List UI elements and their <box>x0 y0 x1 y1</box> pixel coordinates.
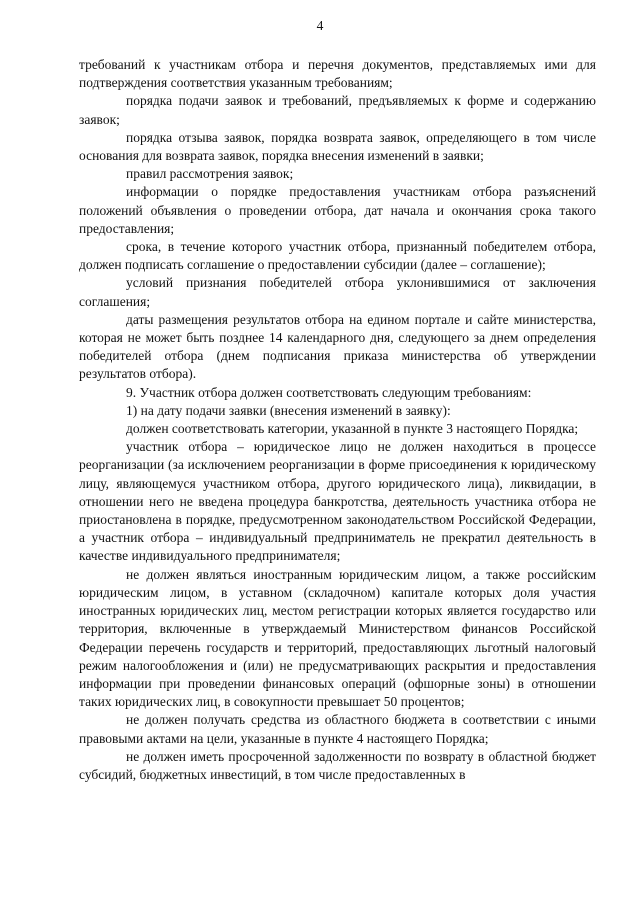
paragraph-1: требований к участникам отбора и перечня документов, представляемых ими для подтверждения соответствия указанным требованиям; <box>79 57 596 91</box>
paragraph-15: не должен иметь просроченной задолженности по возврату в областной бюджет субсидий, бюджетных инвестиций, в том числе предоставленных в <box>79 748 596 782</box>
paragraph-8: даты размещения результатов отбора на едином портале и сайте министерства, которая не может быть позднее 14 календарного дня, следующего за днем определения победителей отбора (днем подписания приказа министерства об утверждении результатов отбора). <box>79 311 596 382</box>
paragraph-14: не должен получать средства из областного бюджета в соответствии с иными правовыми актами на цели, указанные в пункте 4 настоящего Порядка; <box>79 712 596 746</box>
document-body <box>79 56 596 784</box>
paragraph-4: правил рассмотрения заявок; <box>126 166 294 182</box>
paragraph-13: не должен являться иностранным юридическим лицом, а также российским юридическим лицом, в уставном (складочном) капитале которых доля участия иностранных юридических лиц, местом регистрации которых является государство или территория, включенные в утверждаемый Министерством финансов Российской Федерации перечень государств и территорий, предоставляющих льготный налоговый режим налогообложения и (или) не предусматривающих раскрытия и предоставления информации при проведении финансовых операций (офшорные зоны) в отношении таких юридических лиц, в совокупности превышает 50 процентов; <box>79 566 596 710</box>
paragraph-10: 1) на дату подачи заявки (внесения изменений в заявку): <box>126 402 451 418</box>
paragraph-9: 9. Участник отбора должен соответствовать следующим требованиям: <box>126 384 532 400</box>
paragraph-5: информации о порядке предоставления участникам отбора разъяснений положений объявления о проведении отбора, дат начала и окончания срока такого предоставления; <box>79 184 596 236</box>
paragraph-6: срока, в течение которого участник отбора, признанный победителем отбора, должен подписать соглашение о предоставлении субсидии (далее – соглашение); <box>79 239 596 273</box>
paragraph-7: условий признания победителей отбора уклонившимися от заключения соглашения; <box>79 275 596 309</box>
paragraph-2: порядка подачи заявок и требований, предъявляемых к форме и содержанию заявок; <box>79 93 596 127</box>
paragraph-3: порядка отзыва заявок, порядка возврата заявок, определяющего в том числе основания для возврата заявок, порядка внесения изменений в заявки; <box>79 129 596 164</box>
paragraph-12: участник отбора – юридическое лицо не должен находиться в процессе реорганизации (за исключением реорганизации в форме присоединения к юридическому лицу, являющемуся участником отбора, другого юридического лица), ликвидации, в отношении него не введена процедура банкротства, деятельность участника отбора не приостановлена в порядке, предусмотренном законодательством Российской Федерации, а участник отбора – индивидуальный предприниматель не прекратил деятельность в качестве индивидуального предпринимателя; <box>79 439 596 564</box>
page-number: 4 <box>316 18 324 33</box>
paragraph-11: должен соответствовать категории, указанной в пункте 3 настоящего Порядка; <box>126 421 579 437</box>
